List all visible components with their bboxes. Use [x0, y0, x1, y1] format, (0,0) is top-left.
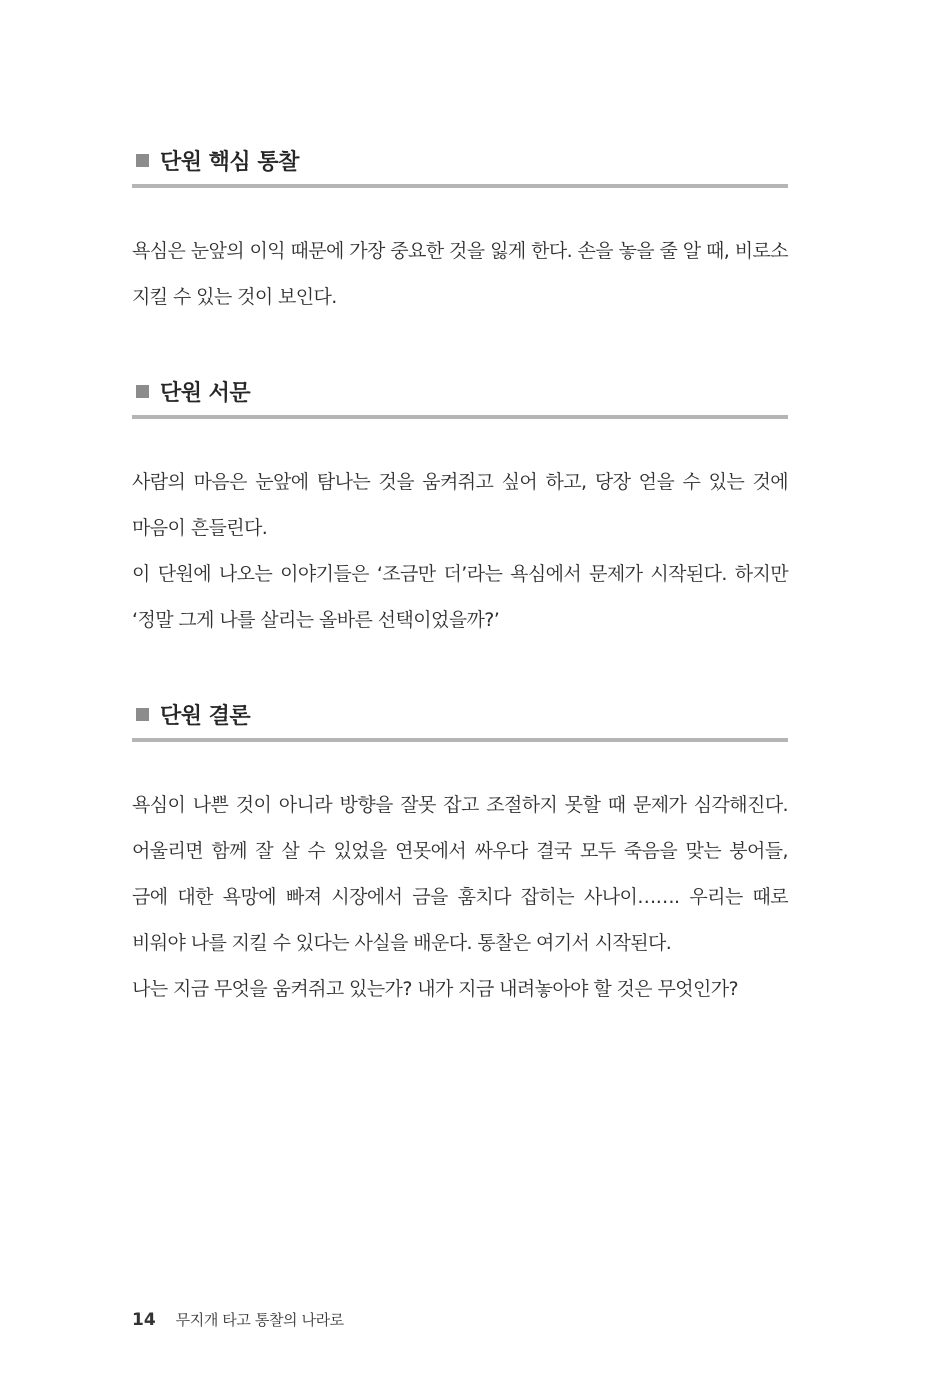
paragraph: 욕심은 눈앞의 이익 때문에 가장 중요한 것을 잃게 한다. 손을 놓을 줄 알 때, 비로소 지킬 수 있는 것이 보인다. [132, 240, 788, 308]
book-title: 무지개 타고 통찰의 나라로 [175, 1311, 344, 1329]
section-heading [132, 140, 788, 188]
section-core-insight [132, 140, 788, 320]
section-heading-text: 단원 핵심 통찰 [160, 149, 299, 175]
square-bullet-icon [136, 708, 149, 721]
section-heading-text: 단원 서문 [160, 380, 251, 406]
paragraph: 이 단원에 나오는 이야기들은 ‘조금만 더’라는 욕심에서 문제가 시작된다. 하지만 ‘정말 그게 나를 살리는 올바른 선택이었을까?’ [132, 563, 788, 631]
section-body [132, 459, 788, 643]
paragraph: 욕심이 나쁜 것이 아니라 방향을 잘못 잡고 조절하지 못할 때 문제가 심각해진다. 어울리면 함께 잘 살 수 있었을 연못에서 싸우다 결국 모두 죽음을 맞는 붕어들, 금에 대한 욕망에 빠져 시장에서 금을 훔치다 잡히는 사나이……. 우리는 때로 비워야 나를 지킬 수 있다는 사실을 배운다. 통찰은 여기서 시작된다. [132, 794, 788, 954]
section-conclusion [132, 694, 788, 1012]
page-footer [132, 1309, 344, 1330]
section-preface [132, 371, 788, 643]
section-heading [132, 694, 788, 742]
section-heading-text: 단원 결론 [160, 703, 251, 729]
square-bullet-icon [136, 154, 149, 167]
paragraph: 사람의 마음은 눈앞에 탐나는 것을 움켜쥐고 싶어 하고, 당장 얻을 수 있는 것에 마음이 흔들린다. [132, 471, 788, 539]
page-number: 14 [132, 1310, 156, 1330]
paragraph: 나는 지금 무엇을 움켜쥐고 있는가? 내가 지금 내려놓아야 할 것은 무엇인가? [132, 978, 738, 1000]
section-body [132, 228, 788, 320]
square-bullet-icon [136, 385, 149, 398]
section-body [132, 782, 788, 1012]
section-heading [132, 371, 788, 419]
